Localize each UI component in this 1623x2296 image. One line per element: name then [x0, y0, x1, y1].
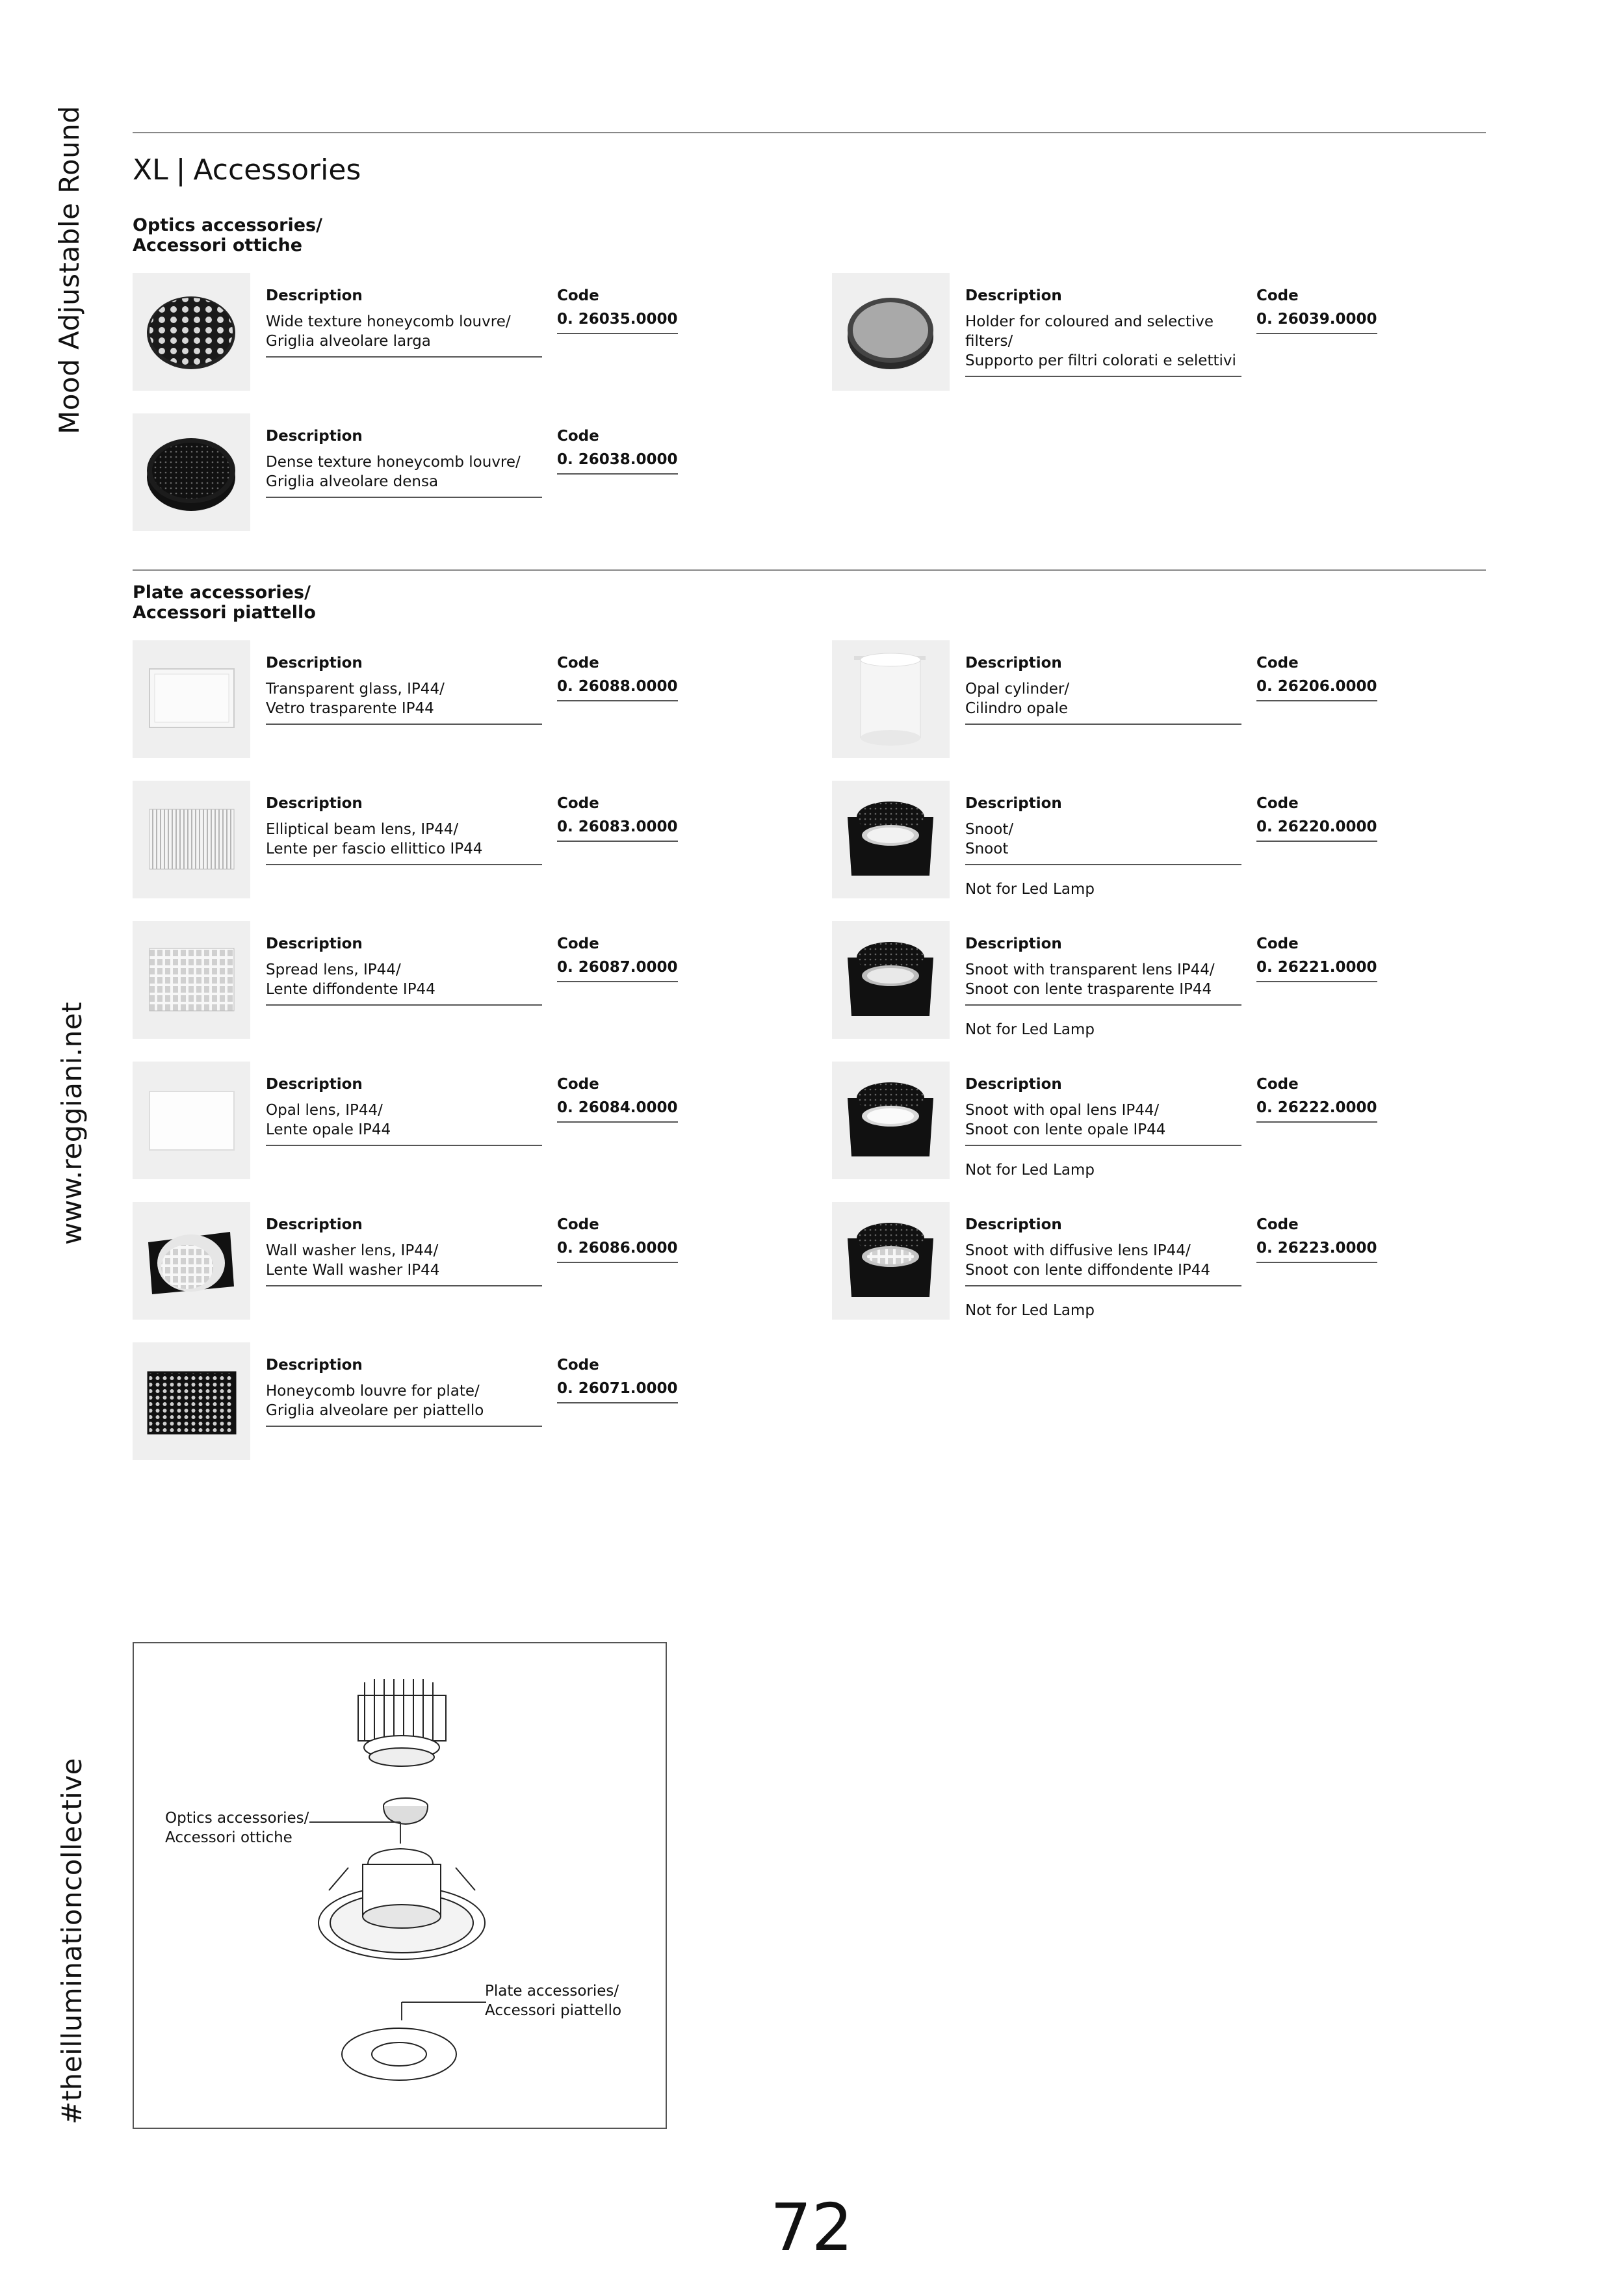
accessory-item [832, 273, 1521, 391]
wall-washer-icon [133, 1202, 250, 1320]
description-label: Description [266, 655, 363, 672]
item-code: 0. 26220.0000 [1256, 818, 1377, 842]
optics-title-en: Optics accessories/ [133, 215, 322, 235]
code-label: Code [557, 795, 599, 812]
item-code: 0. 26222.0000 [1256, 1099, 1377, 1123]
elliptical-lens-icon [133, 781, 250, 898]
item-description: Transparent glass, IP44/ Vetro trasparente IP44 [266, 679, 542, 725]
description-label: Description [965, 935, 1062, 952]
item-code: 0. 26206.0000 [1256, 678, 1377, 701]
snoot-icon [832, 781, 950, 898]
item-code: 0. 26039.0000 [1256, 311, 1377, 334]
model-name: XL [133, 153, 168, 187]
section-divider [133, 569, 1486, 571]
item-code: 0. 26221.0000 [1256, 959, 1377, 982]
plate-title-it: Accessori piattello [133, 603, 316, 623]
code-label: Code [557, 655, 599, 672]
item-description: Snoot with diffusive lens IP44/ Snoot con lente diffondente IP44 [965, 1241, 1241, 1286]
spread-lens-icon [133, 921, 250, 1039]
item-code: 0. 26038.0000 [557, 451, 678, 475]
snoot-diffusive-icon [832, 1202, 950, 1320]
code-label: Code [557, 1216, 599, 1233]
description-label: Description [266, 1216, 363, 1233]
code-label: Code [557, 428, 599, 445]
item-description: Snoot/ Snoot [965, 820, 1241, 865]
code-label: Code [1256, 287, 1299, 304]
optics-section-title [133, 215, 322, 255]
item-description: Holder for coloured and selective filters/ Supporto per filtri colorati e selettivi [965, 312, 1241, 377]
description-label: Description [965, 1216, 1062, 1233]
item-note: Not for Led Lamp [965, 1021, 1095, 1038]
item-code: 0. 26087.0000 [557, 959, 678, 982]
description-label: Description [266, 935, 363, 952]
accessory-item [832, 781, 1521, 899]
sidebar-product-name: Mood Adjustable Round [53, 105, 85, 434]
item-description: Snoot with opal lens IP44/ Snoot con lente opale IP44 [965, 1101, 1241, 1146]
diagram-plate-label: Plate accessories/ Accessori piattello [485, 1983, 622, 2019]
item-note: Not for Led Lamp [965, 1302, 1095, 1319]
accessory-item [832, 1062, 1521, 1180]
opal-cylinder-icon [832, 640, 950, 758]
item-code: 0. 26223.0000 [1256, 1240, 1377, 1263]
plate-honeycomb-icon [133, 1342, 250, 1460]
item-description: Spread lens, IP44/ Lente diffondente IP44 [266, 960, 542, 1006]
description-label: Description [266, 795, 363, 812]
item-description: Opal cylinder/ Cilindro opale [965, 679, 1241, 725]
wide-honeycomb-icon [133, 273, 250, 391]
code-label: Code [1256, 795, 1299, 812]
plate-title-en: Plate accessories/ [133, 582, 311, 603]
item-code: 0. 26071.0000 [557, 1380, 678, 1403]
item-code: 0. 26083.0000 [557, 818, 678, 842]
diagram-optics-label: Optics accessories/ Accessori ottiche [165, 1810, 309, 1846]
dense-honeycomb-icon [133, 413, 250, 531]
sidebar-website: www.reggiani.net [56, 1001, 88, 1245]
accessory-item [133, 1062, 822, 1180]
accessory-item [133, 273, 822, 391]
code-label: Code [557, 1357, 599, 1374]
code-label: Code [557, 935, 599, 952]
accessory-item [832, 1202, 1521, 1320]
sidebar-hashtag: #theilluminationcollective [56, 1757, 88, 2124]
description-label: Description [266, 1357, 363, 1374]
item-code: 0. 26084.0000 [557, 1099, 678, 1123]
description-label: Description [965, 795, 1062, 812]
snoot-opal-icon [832, 1062, 950, 1179]
item-description: Honeycomb louvre for plate/ Griglia alveolare per piattello [266, 1381, 542, 1427]
accessory-item [832, 640, 1521, 759]
accessory-item [832, 921, 1521, 1039]
title-separator: | [175, 153, 186, 187]
description-label: Description [965, 1076, 1062, 1093]
top-divider [133, 132, 1486, 133]
description-label: Description [266, 428, 363, 445]
code-label: Code [557, 287, 599, 304]
item-description: Wide texture honeycomb louvre/ Griglia alveolare larga [266, 312, 542, 358]
page-number: 72 [770, 2189, 853, 2265]
description-label: Description [266, 287, 363, 304]
item-description: Snoot with transparent lens IP44/ Snoot con lente trasparente IP44 [965, 960, 1241, 1006]
code-label: Code [1256, 1216, 1299, 1233]
item-description: Wall washer lens, IP44/ Lente Wall washer IP44 [266, 1241, 542, 1286]
filter-holder-icon [832, 273, 950, 391]
item-description: Dense texture honeycomb louvre/ Griglia alveolare densa [266, 452, 542, 498]
item-code: 0. 26088.0000 [557, 678, 678, 701]
transparent-glass-icon [133, 640, 250, 758]
accessory-item [133, 413, 822, 532]
item-note: Not for Led Lamp [965, 881, 1095, 898]
code-label: Code [1256, 1076, 1299, 1093]
item-code: 0. 26035.0000 [557, 311, 678, 334]
description-label: Description [965, 655, 1062, 672]
description-label: Description [266, 1076, 363, 1093]
optics-title-it: Accessori ottiche [133, 235, 303, 255]
item-description: Elliptical beam lens, IP44/ Lente per fascio ellittico IP44 [266, 820, 542, 865]
accessory-item [133, 921, 822, 1039]
accessory-item [133, 781, 822, 899]
exploded-view-icon [134, 1643, 666, 2128]
item-description: Opal lens, IP44/ Lente opale IP44 [266, 1101, 542, 1146]
code-label: Code [557, 1076, 599, 1093]
description-label: Description [965, 287, 1062, 304]
accessory-item [133, 1342, 822, 1461]
item-note: Not for Led Lamp [965, 1162, 1095, 1179]
item-code: 0. 26086.0000 [557, 1240, 678, 1263]
snoot-transparent-icon [832, 921, 950, 1039]
plate-section-title [133, 582, 316, 623]
accessory-item [133, 640, 822, 759]
accessory-item [133, 1202, 822, 1320]
code-label: Code [1256, 655, 1299, 672]
title-text: Accessories [193, 153, 361, 187]
code-label: Code [1256, 935, 1299, 952]
page-title [133, 153, 361, 187]
exploded-diagram [133, 1642, 667, 2129]
opal-lens-icon [133, 1062, 250, 1179]
